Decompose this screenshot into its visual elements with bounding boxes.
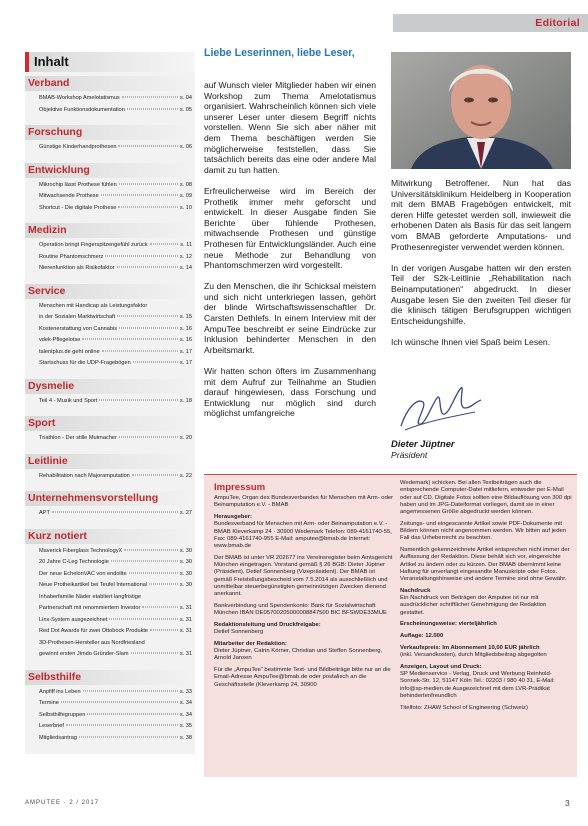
toc-entry-page: s. 33 [179, 688, 192, 695]
toc-entry-label: talentplus.de geht online [39, 348, 100, 355]
handwritten-signature [395, 378, 485, 440]
toc-leader-dots [127, 108, 178, 109]
toc-section-entries [25, 431, 195, 450]
toc-section-header [25, 454, 195, 469]
toc-leader-dots [150, 630, 178, 631]
toc-section [25, 529, 195, 666]
toc-section [25, 491, 195, 525]
impressum-left-column [214, 495, 394, 693]
impressum-paragraph [214, 641, 394, 663]
paragraph: Wir hatten schon öfters im Zusammenhang mit dem Aufruf zur Teilnahme an Studien darauf hingewiesen, dass Forschung und Entwicklung nur möglich sind durch möglichst umfangreiche [204, 366, 376, 419]
toc-entry-page: s. 20 [179, 435, 192, 441]
toc-entry-label: Anpfiff ins Leben [39, 688, 81, 695]
impressum-paragraph [400, 633, 572, 640]
toc-entry-page: s. 16 [179, 337, 192, 343]
toc-section [25, 223, 195, 280]
impressum-paragraph [400, 664, 572, 700]
toc-entry-label: Red Dot Awards für zwei Ottobock Produkte [39, 628, 149, 634]
impressum-text: Titelfoto: ZHAW School of Engineering (Schweiz) [400, 704, 528, 711]
toc-leader-dots [122, 97, 178, 98]
table-of-contents [25, 52, 195, 754]
toc-section-title: Leitlinie [28, 454, 68, 467]
toc-leader-dots [119, 183, 178, 184]
toc-entry-label: Partnerschaft mit renommiertem Investor [39, 605, 141, 611]
impressum-text: Ein Nachdruck von Beiträgen der Amputee ist nur mit ausdrücklicher schriftlicher Genehmigung der Redaktion gestattet. [400, 595, 547, 616]
toc-entry-page: s. 35 [179, 723, 192, 729]
signature-title: Präsident [391, 450, 428, 460]
toc-entry[interactable] [25, 700, 195, 712]
toc-entry[interactable] [25, 473, 195, 485]
impressum-paragraph [400, 705, 572, 712]
impressum-text: Wedemark) schicken. Bei allen Textbeiträgen auch die entsprechende Computer-Datei mitliefern, entweder per E-Mail oder auf CD. Digitale Fotos sollten eine Bildauflösung von 300 dpi haben und im JPG-Dateiformat vorliegen, damit sie in einer angemessenen Größe abgedruckt werden können. [400, 480, 572, 515]
toc-entry-page: s. 27 [179, 510, 192, 516]
toc-entry-page: s. 10 [179, 204, 192, 211]
paragraph: In der vorigen Ausgabe hatten wir den ersten Teil der S2k-Leitlinie „Rehabilitation nach Beinamputationen“ abgedruckt. In dieser Ausgabe lesen Sie den zweiten Teil dieser für die klinisch tätigen Berufsgruppen wichtigen Entscheidungshilfe. [391, 262, 571, 326]
toc-entry-label: Objektive Funktionsdokumentation [39, 106, 125, 113]
toc-section-title: Service [28, 284, 66, 297]
toc-leader-dots [129, 572, 178, 573]
toc-entry[interactable] [25, 337, 195, 349]
toc-entry[interactable] [25, 182, 195, 194]
impressum-text: SP Medienservice - Verlag, Druck und Werbung Reinhold-Sonnek-Str. 12, 51147 Köln Tel.: 02203 / 980 40 31, E-Mail: info@sp-medien.de Ausgezeichnet mit dem LVR-Prädikat behindertenfreundlich [400, 671, 555, 699]
toc-entry-label: Inhaberfamilie Näder etabliert langfristige [39, 593, 141, 600]
signature-name: Dieter Jüptner [391, 438, 455, 449]
toc-entry-page: s. 08 [179, 181, 192, 188]
editorial-label: Editorial [535, 17, 580, 29]
toc-section-entries [25, 238, 195, 280]
toc-entry[interactable] [25, 723, 195, 735]
toc-entry[interactable] [25, 594, 195, 606]
toc-leader-dots [150, 244, 179, 245]
toc-entry[interactable] [25, 205, 195, 217]
toc-entry-page: s. 12 [179, 253, 192, 260]
toc-section [25, 454, 195, 488]
toc-entry-label: Triathlon - Der stille Mutmacher [39, 435, 117, 441]
toc-leader-dots [66, 725, 178, 726]
toc-entry-page: s. 04 [179, 95, 192, 101]
impressum-text: Der BMAB ist unter VR 202677 ins Vereinsregister beim Amtsgericht München eingetragen. Vorstand gemäß § 26 BGB: Dieter Jüptner (Präsident), Detlef Sonnenberg (Vizepräsident). Der BMAB ist gemäß Freistellungsbescheid vom 7.5.2014 als ausschließlich und unmittelbar steuerbegünstigten gemeinnützigen Zwecken dienend anerkannt. [214, 554, 393, 597]
impressum-paragraph [214, 603, 394, 618]
impressum-paragraph [214, 514, 394, 550]
impressum-paragraph [214, 667, 394, 689]
toc-section-header [25, 125, 195, 140]
toc-section-title: Unternehmensvorstellung [28, 492, 159, 504]
page-number: 3 [565, 798, 570, 808]
toc-entry[interactable] [25, 435, 195, 447]
toc-entry[interactable] [25, 559, 195, 571]
toc-section [25, 125, 195, 159]
toc-section [25, 379, 195, 413]
toc-section-entries [25, 178, 195, 220]
toc-section-entries [25, 91, 195, 121]
toc-entry-label: 3D-Prothesen-Hersteller aus Nordfriesland [39, 639, 145, 646]
toc-entry-label: BMAB-Workshop Amelotatismus [39, 95, 120, 101]
paragraph: Ich wünsche Ihnen viel Spaß beim Lesen. [391, 336, 551, 347]
toc-leader-dots [132, 474, 178, 475]
toc-entry-label: Routine Phantomschmerz [39, 253, 104, 260]
toc-section-title: Verband [28, 77, 70, 89]
toc-entry[interactable] [25, 548, 195, 560]
editorial-greeting: Liebe Leserinnen, liebe Leser, [204, 47, 355, 59]
toc-section-title: Forschung [28, 126, 83, 138]
paragraph: auf Wunsch vieler Mitglieder haben wir einen Workshop zum Thema Amelotatismus organisiert. Wahrscheinlich können sich viele unserer Leser unter diesem Begriff nichts vorstellen. Wenn Sie sich aber näher mit dem Thema beschäftigen werden Sie möglicherweise feststellen, dass Sie tatsächlich bereits das eine oder andere Mal damit zu tun hatten. [204, 80, 376, 175]
toc-entry[interactable] [25, 326, 195, 338]
toc-leader-dots [109, 618, 177, 619]
toc-leader-dots [102, 350, 178, 351]
toc-section-entries [25, 685, 195, 750]
toc-entry-page: s. 31 [179, 651, 192, 657]
toc-entry[interactable] [25, 314, 195, 326]
toc-entry[interactable] [25, 510, 195, 522]
toc-section-header [25, 379, 195, 394]
impressum-right-column [400, 480, 572, 716]
toc-entry[interactable] [25, 582, 195, 594]
toc-entry[interactable] [25, 254, 195, 266]
toc-section-title: Entwicklung [28, 163, 90, 176]
toc-entry[interactable] [25, 193, 195, 205]
toc-section-header [25, 223, 195, 238]
toc-leader-dots [52, 512, 178, 513]
paragraph: Zu den Menschen, die ihr Schicksal meistern und sich nicht unterkriegen lassen, gehört der blinde Wirtschaftswissenschaftler Dr. Carsten Dethlefs. In einem Interview mit der AmpuTee beschreibt er seine Eindrücke zur Inklusion behinderter Menschen in den Arbeitsmarkt. [204, 281, 376, 355]
toc-section-header [25, 491, 195, 506]
toc-entry-label: Maverick Fiberglass TechnologyX [39, 547, 123, 554]
toc-entry-label: Startschuss für die UDP-Fragebögen [39, 360, 131, 366]
toc-entry-label: APT [39, 510, 50, 516]
impressum-paragraph [400, 645, 572, 660]
toc-leader-dots [61, 702, 178, 703]
toc-section-header [25, 416, 195, 431]
toc-leader-dots [111, 561, 178, 562]
toc-leader-dots [118, 146, 177, 147]
toc-section-entries [25, 394, 195, 413]
impressum-text: Bankverbindung und Spendenkonto: Bank für Sozialwirtschaft München IBAN DE05700205000008847500 BIC BFSWDE33MUE [214, 602, 387, 616]
toc-entry-label: Linx-System ausgezeichnet [39, 616, 108, 623]
impressum-heading: Anzeigen, Layout und Druck: [400, 663, 482, 670]
impressum-text: Für die „AmpuTee“ bestimmte Text- und Bildbeiträge bitte nur an die Email-Adresse AmpuTee@bmab.de oder postalisch an die Geschäftsstelle (Kleverkamp 24, 30900 [214, 667, 391, 688]
toc-entry-page: s. 38 [179, 734, 192, 741]
footer-issue: AMPUTEE · 2 / 2017 [25, 800, 100, 806]
toc-leader-dots [99, 399, 177, 400]
toc-entry-page: s. 15 [179, 314, 192, 320]
toc-entry[interactable] [25, 651, 195, 663]
impressum-title: Impressum [214, 482, 266, 493]
toc-leader-dots [142, 607, 178, 608]
toc-entry[interactable] [25, 628, 195, 640]
toc-section [25, 670, 195, 750]
impressum-text: Dieter Jüptner, Catrin Körner, Christian und Steffen Sonnenberg, Arnold Jansen [214, 648, 383, 662]
impressum-paragraph [400, 621, 572, 628]
toc-section-title: Sport [28, 417, 56, 429]
toc-entry-page: s. 30 [179, 570, 192, 577]
toc-entry-label: Mikrochip lässt Prothese fühlen [39, 181, 117, 188]
toc-entry[interactable] [25, 712, 195, 724]
toc-entry-label: Selbsthilfegruppen [39, 711, 86, 718]
toc-entry[interactable] [25, 303, 195, 315]
toc-section-entries [25, 299, 195, 375]
toc-entry[interactable] [25, 398, 195, 410]
toc-entry-page: s. 34 [179, 711, 192, 718]
impressum-text: Bundesverband für Menschen mit Arm- oder Beinamputation e.V. - BMAB Kleverkamp 24 · 30900 Wedemark Telefon: 089-4161740-55, Fax: 089-4161740-955 E-Mail: amputee@bmab.de Internet: www.bmab.de [214, 521, 392, 549]
toc-entry-label: Nierenfunktion als Risikofaktor [39, 265, 115, 271]
impressum-paragraph [400, 480, 572, 516]
toc-entry[interactable] [25, 242, 195, 254]
toc-entry-page: s. 14 [179, 265, 192, 271]
toc-leader-dots [149, 584, 178, 585]
toc-entry-label: in der Sozialen Marktwirtschaft [39, 314, 116, 320]
author-portrait-photo [391, 52, 571, 169]
toc-entry-page: s. 31 [179, 616, 192, 623]
toc-entry[interactable] [25, 689, 195, 701]
toc-entry-label: gewinnt ersten Jimdo Gründer-Slam [39, 651, 129, 657]
impressum-heading: Erscheinungsweise: vierteljährlich [400, 621, 497, 628]
editorial-column-1 [204, 80, 376, 430]
toc-entry-page: s. 06 [179, 144, 192, 150]
toc-section [25, 416, 195, 450]
toc-section-title: Medizin [28, 224, 67, 236]
toc-entry[interactable] [25, 617, 195, 629]
toc-entry-label: Teil 4 - Musik und Sport [39, 397, 98, 404]
toc-entry[interactable] [25, 640, 195, 652]
toc-entry-label: Mitwachsende Prothese [39, 193, 99, 199]
toc-leader-dots [87, 713, 178, 714]
impressum-text: Zeitungs- und eingescannte Artikel sowie PDF-Dokumente mit Bildern können nicht angenommen werden. Wir bitten auf jeden Fall das Urheberrecht zu beachten. [400, 520, 567, 542]
toc-section-header [25, 284, 195, 299]
toc-leader-dots [119, 437, 178, 438]
impressum-paragraph [214, 622, 394, 637]
toc-section-title: Selbsthilfe [28, 670, 82, 683]
toc-leader-dots [118, 206, 177, 207]
toc-entry-label: Menschen mit Handicap als Leistungsfaktor [39, 302, 148, 309]
impressum-paragraph [400, 588, 572, 617]
impressum-paragraph [214, 495, 394, 510]
toc-entry-label: Günstige Kinderhandprothesen [39, 144, 117, 150]
toc-sections [25, 76, 195, 749]
toc-leader-dots [105, 255, 178, 256]
toc-section-header [25, 670, 195, 685]
impressum-paragraph [214, 555, 394, 599]
toc-entry-page: s. 18 [179, 397, 192, 404]
toc-entry-label: Leserbrief [39, 723, 64, 729]
toc-entry-page: s. 05 [179, 106, 192, 113]
toc-leader-dots [124, 549, 178, 550]
impressum-box [204, 474, 577, 777]
toc-section [25, 163, 195, 220]
impressum-heading: Redaktionsleitung und Druckfreigabe: [214, 621, 321, 628]
toc-section-entries [25, 140, 195, 159]
impressum-paragraph [400, 547, 572, 583]
toc-section-entries [25, 469, 195, 488]
paragraph: Mitwirkung Betroffener. Nun hat das Universitätsklinikum Heidelberg in Kooperation mit dem BMAB Fragebögen entwickelt, mit deren Hilfe getestet werden soll, inwieweit die erhobenen Daten als Basis für das seit langem vom BMAB geforderte Amputations- und Prothesenregister verwendet werden können. [391, 178, 571, 252]
toc-entry[interactable] [25, 605, 195, 617]
toc-leader-dots [131, 653, 178, 654]
toc-entry-label: Operation bringt Fingerspitzengefühl zurück [39, 242, 148, 248]
toc-entry-label: Kostenerstattung von Cannabis [39, 325, 118, 332]
toc-entry-label: Neue Protheikartikel bei Teufel International [39, 582, 148, 588]
impressum-heading: Mitarbeiter der Redaktion: [214, 640, 287, 647]
toc-entry[interactable] [25, 95, 195, 107]
impressum-heading: Nachdruck [400, 587, 431, 594]
toc-entry[interactable] [25, 360, 195, 372]
toc-entry-label: Shortcut - Die digitale Prothese [39, 204, 117, 211]
toc-entry-page: s. 30 [179, 582, 192, 588]
toc-entry-page: s. 31 [179, 628, 192, 634]
toc-entry-label: vdek-Pflegelotse [39, 337, 81, 343]
toc-leader-dots [133, 362, 178, 363]
toc-entry[interactable] [25, 144, 195, 156]
toc-entry[interactable] [25, 265, 195, 277]
impressum-text: Detlef Sonnenberg [214, 629, 264, 635]
toc-section-title: Dysmelie [28, 379, 75, 392]
toc-entry-page: s. 17 [179, 348, 192, 355]
toc-leader-dots [79, 736, 178, 737]
portrait-illustration [391, 52, 571, 169]
toc-section-header [25, 76, 195, 91]
toc-entry[interactable] [25, 107, 195, 119]
toc-entry-page: s. 34 [179, 700, 192, 706]
toc-leader-dots [117, 316, 178, 317]
impressum-text: Namentlich gekennzeichnete Artikel entsprechen nicht immer der Auffassung der Redaktion. Diese behält sich vor, eingereichte Artikel zu ändern oder zu kürzen. Der BMAB übernimmt keine Haftung für unverlangt eingesandte Manuskripte oder Fotos. Veranstaltungshinweise und andere Termine sind ohne Gewähr. [400, 547, 570, 582]
toc-entry-page: s. 17 [179, 360, 192, 366]
toc-title: Inhalt [34, 54, 69, 69]
toc-entry[interactable] [25, 571, 195, 583]
toc-entry-label: Rehabilitation nach Majoramputation [39, 472, 130, 479]
toc-section-header [25, 163, 195, 178]
impressum-heading: Auflage: 12.000 [400, 633, 444, 639]
toc-entry-label: Der neue EchelonVAC von endolite [39, 570, 127, 577]
toc-section-entries [25, 506, 195, 525]
impressum-paragraph [400, 521, 572, 543]
toc-leader-dots [83, 690, 178, 691]
toc-section-entries [25, 544, 195, 666]
toc-leader-dots [117, 267, 178, 268]
impressum-heading: Herausgeber: [214, 514, 252, 520]
toc-entry-label: Termine [39, 700, 59, 706]
toc-entry-page: s. 09 [179, 193, 192, 199]
impressum-heading: Verkaufspreis: Im Abonnement 10,00 EUR jährlich [400, 644, 540, 651]
editorial-tab [393, 14, 588, 32]
toc-entry-page: s. 30 [179, 547, 192, 554]
toc-entry-page: s. 11 [180, 242, 192, 248]
toc-entry-label: Mitgliedsantrag [39, 734, 77, 741]
toc-entry-label: 20 Jahre C-Leg Technologie [39, 559, 109, 565]
toc-entry-page: s. 30 [179, 559, 192, 565]
toc-entry-page: s. 31 [179, 605, 192, 611]
toc-leader-dots [82, 339, 178, 340]
toc-section-title: Kurz notiert [28, 529, 87, 542]
impressum-text: AmpuTee, Organ des Bundesverbandes für Menschen mit Arm- oder Beinamputation e.V. - BMAB [214, 495, 394, 509]
impressum-text: (inkl. Versandkosten), durch Mitgliedsbeitrag abgegolten [400, 652, 547, 658]
toc-leader-dots [119, 327, 178, 328]
toc-leader-dots [101, 195, 178, 196]
toc-section [25, 76, 195, 121]
toc-header [25, 52, 195, 72]
paragraph: Erfreulicherweise wird im Bereich der Prothetik immer mehr geforscht und entwickelt. In dieser Ausgabe finden Sie Berichte über fühlende Prothesen, mitwachsende Prothesen und günstige Prothesen für Entwicklungsländer. Auch eine neue Methode zur Behandlung von Phantomschmerzen wird vorgestellt. [204, 185, 376, 271]
editorial-column-2 [391, 178, 571, 358]
toc-entry-page: s. 22 [179, 472, 192, 479]
toc-entry[interactable] [25, 735, 195, 747]
toc-section [25, 284, 195, 375]
toc-entry-page: s. 16 [179, 325, 192, 332]
toc-section-header [25, 529, 195, 544]
toc-entry[interactable] [25, 349, 195, 361]
